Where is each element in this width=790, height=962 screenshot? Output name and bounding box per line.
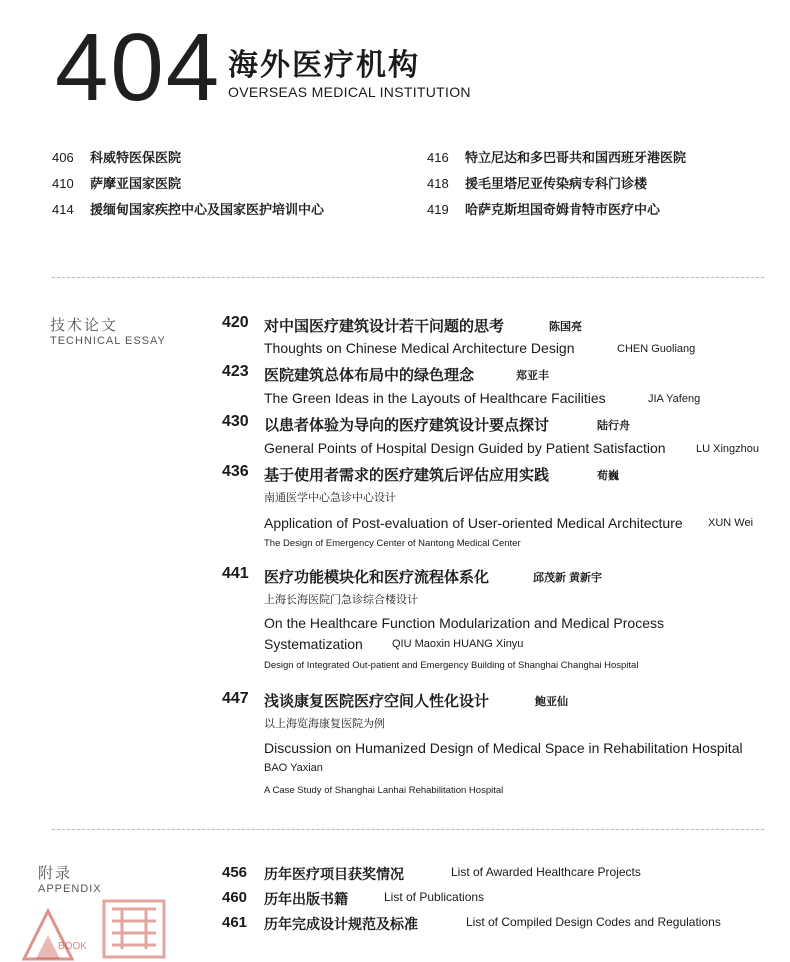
- entry-author-en: XUN Wei: [708, 517, 754, 529]
- appendix-title-en[interactable]: List of Publications: [384, 890, 485, 904]
- toc-entry[interactable]: [427, 199, 660, 218]
- toc-title: 援缅甸国家疾控中心及国家医护培训中心: [90, 202, 325, 217]
- toc-entry[interactable]: [52, 147, 181, 166]
- category-title-en: APPENDIX: [38, 883, 102, 895]
- entry-author-cn: 陈国亮: [549, 321, 582, 333]
- divider: [52, 829, 764, 830]
- entry-subtitle-en: The Design of Emergency Center of Nantong Medical Center: [264, 538, 521, 549]
- divider: [52, 277, 764, 278]
- entry-author-en: JIA Yafeng: [648, 393, 701, 405]
- entry-subtitle-cn: 上海长海医院门急诊综合楼设计: [264, 594, 418, 606]
- entry-subtitle-cn: 南通医学中心急诊中心设计: [264, 492, 396, 504]
- toc-page: 406: [52, 150, 74, 165]
- toc-page: 418: [427, 176, 449, 191]
- toc-page: 414: [52, 202, 74, 217]
- entry-page[interactable]: 423: [222, 363, 249, 380]
- entry-title-cn[interactable]: 基于使用者需求的医疗建筑后评估应用实践: [264, 467, 550, 484]
- category-title-cn: 技术论文: [50, 316, 119, 334]
- appendix-title-cn[interactable]: 历年完成设计规范及标准: [264, 916, 418, 932]
- entry-title-en[interactable]: General Points of Hospital Design Guided by Patient Satisfaction: [264, 440, 666, 456]
- toc-page: 419: [427, 202, 449, 217]
- appendix-page[interactable]: 456: [222, 864, 248, 881]
- entry-title-en-line1[interactable]: On the Healthcare Function Modularization and Medical Process: [264, 615, 664, 631]
- category-title-cn: 附录: [38, 864, 73, 882]
- appendix-title-en[interactable]: List of Compiled Design Codes and Regulations: [466, 915, 721, 929]
- entry-author-cn: 荀巍: [597, 470, 619, 482]
- entry-title-en[interactable]: The Green Ideas in the Layouts of Healthcare Facilities: [264, 390, 606, 406]
- entry-author-cn: 陆行舟: [597, 420, 630, 432]
- toc-page: 410: [52, 176, 74, 191]
- entry-page[interactable]: 430: [222, 413, 249, 430]
- entry-title-en[interactable]: Application of Post-evaluation of User-oriented Medical Architecture: [264, 515, 683, 531]
- toc-entry[interactable]: [427, 173, 647, 192]
- entry-title-en[interactable]: Discussion on Humanized Design of Medical Space in Rehabilitation Hospital: [264, 740, 743, 756]
- toc-title: 特立尼达和多巴哥共和国西班牙港医院: [465, 150, 687, 165]
- toc-page: 416: [427, 150, 449, 165]
- publisher-logo-icon: [22, 893, 172, 961]
- section-title-cn: 海外医疗机构: [228, 49, 420, 82]
- entry-author-en: LU Xingzhou: [696, 443, 759, 455]
- entry-author-cn: 鲍亚仙: [535, 696, 568, 708]
- section-title-en: OVERSEAS MEDICAL INSTITUTION: [228, 84, 471, 100]
- entry-author-en: BAO Yaxian: [264, 762, 323, 774]
- entry-subtitle-en: Design of Integrated Out-patient and Emergency Building of Shanghai Changhai Hospital: [264, 660, 639, 671]
- entry-title-cn[interactable]: 浅谈康复医院医疗空间人性化设计: [264, 693, 490, 710]
- entry-author-en: QIU Maoxin HUANG Xinyu: [392, 638, 524, 650]
- entry-title-cn[interactable]: 对中国医疗建筑设计若干问题的思考: [264, 318, 505, 335]
- entry-title-cn[interactable]: 医疗功能模块化和医疗流程体系化: [264, 569, 490, 586]
- toc-entry[interactable]: [52, 173, 181, 192]
- appendix-page[interactable]: 461: [222, 914, 248, 931]
- toc-title: 科威特医保医院: [90, 150, 182, 165]
- entry-page[interactable]: 441: [222, 565, 249, 582]
- section-number: 404: [55, 14, 222, 121]
- toc-entry[interactable]: [52, 199, 324, 218]
- entry-subtitle-en: A Case Study of Shanghai Lanhai Rehabilitation Hospital: [264, 785, 504, 796]
- entry-page[interactable]: 447: [222, 690, 249, 707]
- entry-subtitle-cn: 以上海览海康复医院为例: [264, 718, 385, 730]
- entry-author-cn: 邱茂新 黄新宇: [533, 572, 603, 584]
- appendix-page[interactable]: 460: [222, 889, 248, 906]
- toc-entry[interactable]: [427, 147, 686, 166]
- entry-author-en: CHEN Guoliang: [617, 343, 696, 355]
- entry-title-cn[interactable]: 医院建筑总体布局中的绿色理念: [264, 367, 475, 384]
- appendix-title-cn[interactable]: 历年出版书籍: [264, 891, 348, 907]
- entry-page[interactable]: 420: [222, 314, 249, 331]
- entry-author-cn: 郑亚丰: [516, 370, 549, 382]
- entry-title-en[interactable]: Thoughts on Chinese Medical Architecture Design: [264, 340, 575, 356]
- entry-title-cn[interactable]: 以患者体验为导向的医疗建筑设计要点探讨: [264, 417, 550, 434]
- category-title-en: TECHNICAL ESSAY: [50, 335, 166, 347]
- entry-title-en-line2[interactable]: Systematization: [264, 636, 363, 652]
- appendix-title-en[interactable]: List of Awarded Healthcare Projects: [451, 865, 641, 879]
- toc-title: 哈萨克斯坦国奇姆肯特市医疗中心: [465, 202, 661, 217]
- toc-title: 援毛里塔尼亚传染病专科门诊楼: [465, 176, 648, 191]
- toc-title: 萨摩亚国家医院: [90, 176, 182, 191]
- appendix-title-cn[interactable]: 历年医疗项目获奖情况: [264, 866, 404, 882]
- svg-text:BOOK: BOOK: [58, 941, 87, 952]
- entry-page[interactable]: 436: [222, 463, 249, 480]
